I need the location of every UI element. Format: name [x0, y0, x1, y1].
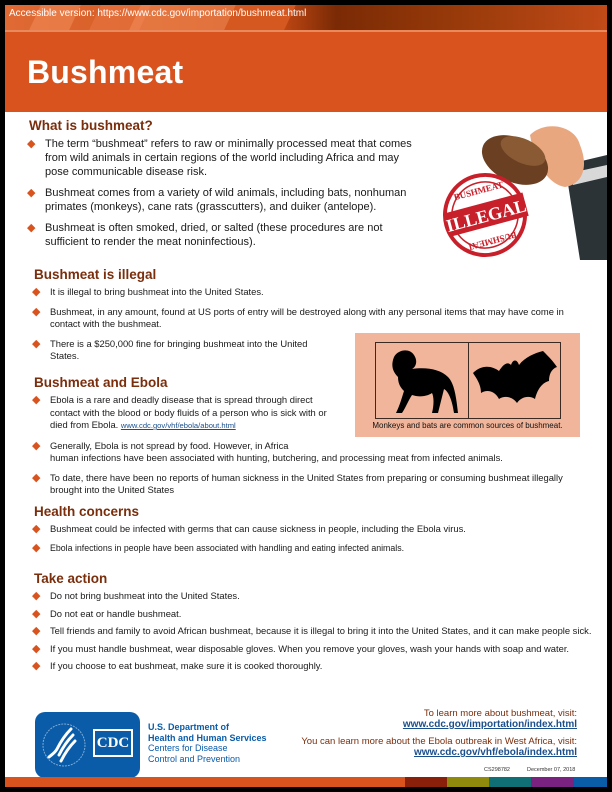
agency-name: U.S. Department of Health and Human Services Centers for Disease Control and Prevention — [148, 722, 267, 764]
list-item: ◆ If you must handle bushmeat, wear disposable gloves. When you remove your gloves, wash your hands with soap and water. — [32, 642, 570, 655]
section-heading-ebola: Bushmeat and Ebola — [34, 375, 168, 390]
list-item: ◆ Bushmeat comes from a variety of wild animals, including bats, nonhuman primates (monkeys), cane rats (grasscutters), and duiker (antelope). — [27, 187, 407, 213]
list-item: ◆ Bushmeat is often smoked, dried, or salted (these procedures are not sufficient to render the meat noninfectious). — [27, 222, 383, 248]
section-heading-what: What is bushmeat? — [29, 118, 153, 133]
color-bar-segment — [447, 777, 489, 787]
bullet-icon: ◆ — [32, 286, 41, 298]
list-item: ◆ Do not bring bushmeat into the United States. — [32, 590, 240, 602]
bullet-icon: ◆ — [32, 642, 41, 655]
color-bar-segment — [531, 777, 574, 787]
bullet-icon: ◆ — [32, 523, 41, 535]
publication-date: December 07, 2018 — [527, 767, 576, 773]
bullet-icon: ◆ — [32, 541, 41, 554]
list-item: ◆ Tell friends and family to avoid African bushmeat, because it is illegal to bring it into the United States, and it can make people sick. — [32, 625, 592, 637]
bullet-icon: ◆ — [27, 222, 36, 234]
list-item: ◆ It is illegal to bring bushmeat into the United States. — [32, 286, 264, 298]
page-title: Bushmeat — [27, 54, 184, 90]
color-bar-segment — [405, 777, 447, 787]
svg-text:BUSHMEAT: BUSHMEAT — [466, 229, 518, 253]
svg-text:ILLEGAL: ILLEGAL — [444, 195, 529, 236]
cdc-logo-text: CDC — [93, 729, 133, 757]
bullet-icon: ◆ — [27, 138, 36, 150]
flyer-page — [5, 5, 607, 787]
health-list — [32, 523, 592, 561]
bullet-icon: ◆ — [32, 337, 41, 350]
list-item: ◆ If you choose to eat bushmeat, make sure it is cooked thoroughly. — [32, 660, 323, 672]
list-item: ◆ The term “bushmeat” refers to raw or minimally processed meat that comes from wild animals in certain regions of the world including Africa and may pose communicable disease risk. — [27, 138, 412, 178]
learn-more-bushmeat: To learn more about bushmeat, visit: www.cdc.gov/importation/index.html — [402, 708, 577, 730]
color-bar-segment — [489, 777, 531, 787]
list-item: ◆ There is a $250,000 fine for bringing bushmeat into the United States. — [32, 337, 308, 361]
list-item: ◆ Do not eat or handle bushmeat. — [32, 607, 182, 620]
figure-caption: Monkeys and bats are common sources of bushmeat. — [372, 421, 563, 430]
ebola-index-link[interactable]: www.cdc.gov/vhf/ebola/index.html — [414, 747, 577, 758]
bullet-icon: ◆ — [32, 471, 41, 484]
hhs-cdc-logo — [35, 712, 140, 778]
document-id: CS298782 — [484, 767, 510, 773]
section-heading-health: Health concerns — [34, 504, 140, 519]
color-bar-segment — [574, 777, 607, 787]
list-item: ◆ Ebola infections in people have been associated with handling and eating infected animals. — [32, 541, 405, 554]
action-list — [32, 590, 592, 680]
bullet-icon: ◆ — [32, 607, 41, 620]
accessible-version-link[interactable]: Accessible version: https://www.cdc.gov/importation/bushmeat.html — [9, 8, 307, 19]
accessible-version-band — [5, 5, 607, 30]
section-heading-action: Take action — [34, 571, 108, 586]
bullet-icon: ◆ — [32, 625, 41, 637]
importation-link[interactable]: www.cdc.gov/importation/index.html — [402, 719, 577, 730]
ebola-list — [32, 394, 592, 504]
bullet-icon: ◆ — [32, 394, 41, 406]
ebola-about-link[interactable]: www.cdc.gov/vhf/ebola/about.html — [120, 421, 236, 430]
illegal-stamp-illustration — [415, 115, 607, 260]
list-item: ◆ Generally, Ebola is not spread by food. However, in Africa human infections have been associated with hunting, butchering, and processing meat from infected animals. — [32, 439, 503, 463]
bullet-icon: ◆ — [32, 590, 41, 602]
bullet-icon: ◆ — [32, 439, 41, 452]
list-item: ◆ Bushmeat, in any amount, found at US ports of entry will be destroyed along with any personal items that may have come in contact with the bushmeat. — [32, 305, 564, 329]
hhs-eagle-icon — [39, 715, 89, 775]
list-item: ◆ Ebola is a rare and deadly disease that is spread through direct contact with the blood or body fluids of a person who is sick with or died from Ebola. www.cdc.gov/vhf/ebola/about.html — [32, 394, 327, 430]
bullet-icon: ◆ — [32, 660, 41, 672]
title-banner — [5, 32, 607, 112]
svg-text:BUSHMEAT: BUSHMEAT — [452, 179, 505, 203]
bullet-icon: ◆ — [32, 305, 41, 318]
list-item: ◆ To date, there have been no reports of human sickness in the United States from preparing or consuming bushmeat illegally brought into the United States — [32, 471, 563, 495]
bullet-icon: ◆ — [27, 187, 36, 199]
section-heading-illegal: Bushmeat is illegal — [34, 267, 157, 282]
learn-more-ebola: You can learn more about the Ebola outbreak in West Africa, visit: www.cdc.gov/vhf/ebola/index.html — [301, 736, 577, 758]
hand-stamp-icon — [415, 115, 607, 260]
what-list — [27, 137, 417, 256]
color-bar-segment — [5, 777, 405, 787]
list-item: ◆ Bushmeat could be infected with germs that can cause sickness in people, including the Ebola virus. — [32, 523, 466, 535]
